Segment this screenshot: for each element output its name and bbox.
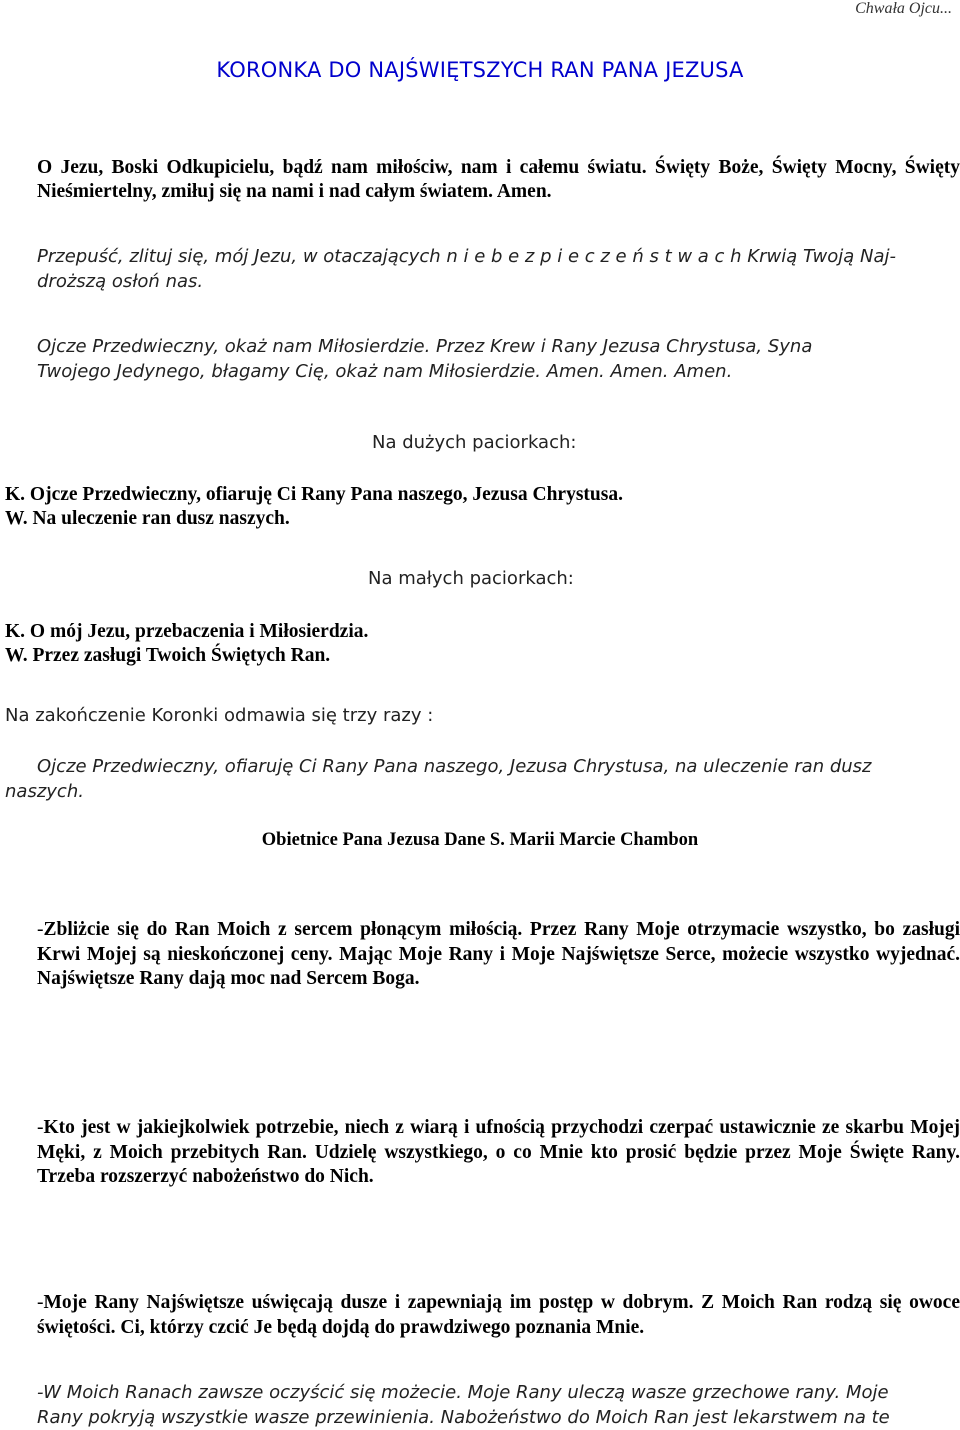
promise-dash: - bbox=[37, 1117, 44, 1138]
intro-prayer: O Jezu, Boski Odkupicielu, bądź nam miłościw, nam i całemu światu. Święty Boże, Święty Mocny, Święty Nieśmiertelny, zmiłuj się na nami i nad całym światem. Amen. bbox=[37, 157, 960, 202]
promise-2 bbox=[37, 1116, 960, 1190]
promise-text: Kto jest w jakiejkolwiek potrzebie, niech z wiarą i ufnością przychodzi czerpać ustawicznie ze skarbu Mojej Męki, z Moich przebitych Ran. Udzielę wszystkiego, o co Mnie kto prosić będzie przez Moje Święte Rany. Trzeba rozszerzyć nabożeństwo do Nich. bbox=[37, 1117, 960, 1187]
eternal-father-line-2: Twojego Jedynego, błagamy Cię, okaż nam Miłosierdzie. Amen. Amen. Amen. bbox=[37, 361, 733, 382]
plea-line-2: droższą osłoń nas. bbox=[37, 271, 204, 292]
plea-line-1: Przepuść, zlituj się, mój Jezu, w otaczających n i e b e z p i e c z e ń s t w a c h Krwią Twoją Naj- bbox=[37, 246, 896, 267]
large-beads-w: W. Na uleczenie ran dusz naszych. bbox=[5, 508, 290, 529]
promise-text: Moje Rany Najświętsze uświęcają dusze i zapewniają im postęp w dobrym. Z Moich Ran rodzą się owoce świętości. Ci, którzy czcić Je będą dojdą do prawdziwego poznania Mnie. bbox=[37, 1292, 960, 1338]
final-promise-line-1: -W Moich Ranach zawsze oczyścić się możecie. Moje Rany uleczą wasze grzechowe rany. Moje bbox=[37, 1382, 889, 1403]
ending-intro: Na zakończenie Koronki odmawia się trzy razy : bbox=[5, 705, 434, 726]
header-note: Chwała Ojcu... bbox=[855, 0, 952, 17]
promise-3 bbox=[37, 1291, 960, 1340]
promise-1 bbox=[37, 918, 960, 992]
small-beads-k: K. O mój Jezu, przebaczenia i Miłosierdzia. bbox=[5, 621, 369, 642]
promise-text: Zbliżcie się do Ran Moich z sercem płonącym miłością. Przez Rany Moje otrzymacie wszystko, bo zasługi Krwi Mojej są nieskończonej ceny. Mając Moje Rany i Moje Najświętsze Serce, możecie wszystko wyjednać. Najświętsze Rany dają moc nad Sercem Boga. bbox=[37, 919, 960, 989]
ending-prayer-line-1: Ojcze Przedwieczny, ofiaruję Ci Rany Pana naszego, Jezusa Chrystusa, na uleczenie ran dusz bbox=[37, 756, 872, 777]
large-beads-heading: Na dużych paciorkach: bbox=[372, 432, 577, 453]
ending-prayer-line-2: naszych. bbox=[5, 781, 84, 802]
page-title: KORONKA DO NAJŚWIĘTSZYCH RAN PANA JEZUSA bbox=[216, 58, 744, 82]
promise-dash: - bbox=[37, 1292, 44, 1313]
small-beads-heading: Na małych paciorkach: bbox=[368, 568, 574, 589]
promise-dash: - bbox=[37, 919, 44, 940]
final-promise-line-2: Rany pokryją wszystkie wasze przewinienia. Nabożeństwo do Moich Ran jest lekarstwem na te bbox=[37, 1407, 890, 1428]
promises-heading: Obietnice Pana Jezusa Dane S. Marii Marcie Chambon bbox=[261, 830, 699, 850]
eternal-father-line-1: Ojcze Przedwieczny, okaż nam Miłosierdzie. Przez Krew i Rany Jezusa Chrystusa, Syna bbox=[37, 336, 813, 357]
large-beads-k: K. Ojcze Przedwieczny, ofiaruję Ci Rany Pana naszego, Jezusa Chrystusa. bbox=[5, 484, 623, 505]
small-beads-w: W. Przez zasługi Twoich Świętych Ran. bbox=[5, 645, 331, 666]
